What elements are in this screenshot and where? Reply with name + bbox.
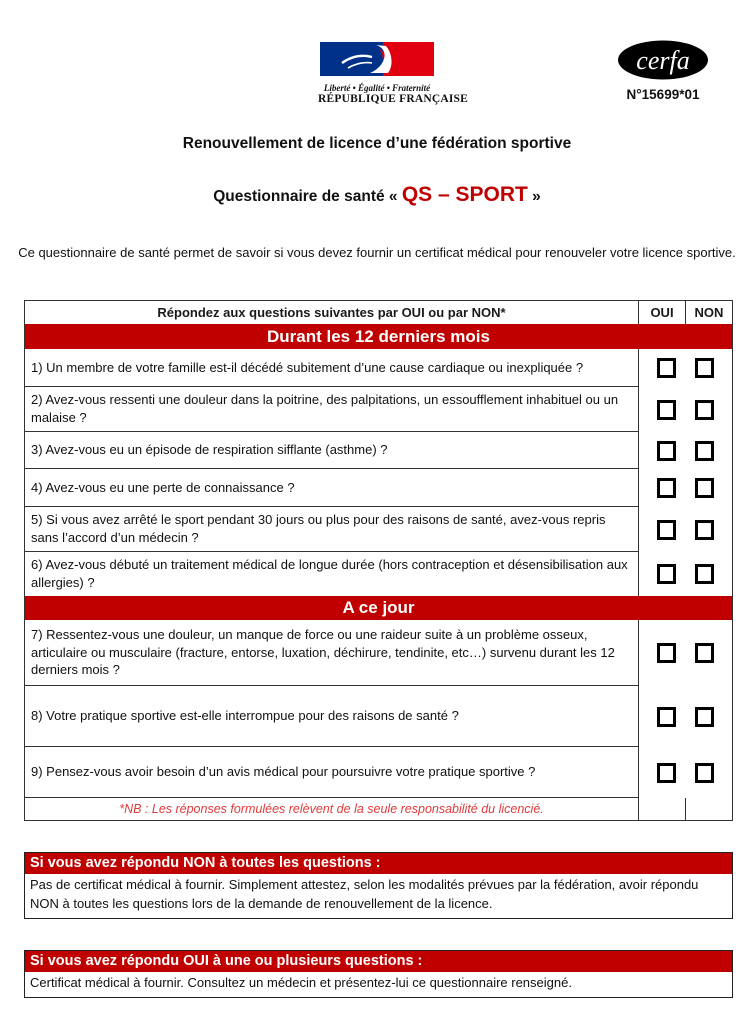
notice-answered-oui (24, 950, 733, 998)
checkbox-q1-oui[interactable] (657, 358, 676, 378)
qs-sport-highlight: QS – SPORT (401, 183, 528, 206)
footnote-empty-oui-cell (638, 798, 685, 820)
question-row-9 (25, 747, 732, 798)
footnote-row (25, 798, 732, 820)
question-row-8 (25, 686, 732, 747)
checkbox-q3-oui[interactable] (657, 441, 676, 461)
question-text-6: 6) Avez-vous débuté un traitement médical de longue durée (hors contraception et désensibilisation aux allergies) ? (31, 557, 628, 590)
answer-cell-2 (638, 387, 732, 432)
checkbox-q6-oui[interactable] (657, 564, 676, 584)
checkbox-q9-oui[interactable] (657, 763, 676, 783)
cerfa-number: N°15699*01 (626, 87, 700, 102)
checkbox-q3-non[interactable] (695, 441, 714, 461)
question-row-2 (25, 387, 732, 432)
checkbox-q6-non[interactable] (695, 564, 714, 584)
checkbox-q7-non[interactable] (695, 643, 714, 663)
question-row-5 (25, 507, 732, 552)
question-text-2: 2) Avez-vous ressenti une douleur dans la poitrine, des palpitations, un essoufflement inhabituel ou un malaise ? (25, 387, 638, 432)
section-banner-12-mois: Durant les 12 derniers mois (25, 324, 732, 349)
question-text-1: 1) Un membre de votre famille est-il décédé subitement d’une cause cardiaque ou inexpliquée ? (25, 349, 638, 387)
answer-cell-1 (638, 349, 732, 387)
cerfa-logo (615, 40, 711, 102)
cerfa-logo-text: cerfa (636, 46, 690, 75)
question-text-4: 4) Avez-vous eu une perte de connaissance ? (25, 469, 638, 507)
answer-cell-9 (638, 747, 732, 798)
notice-oui-body: Certificat médical à fournir. Consultez un médecin et présentez-lui ce questionnaire renseigné. (30, 975, 572, 990)
page-title: Renouvellement de licence d’une fédération sportive (182, 135, 572, 152)
checkbox-q1-non[interactable] (695, 358, 714, 378)
subtitle-prefix: Questionnaire de santé « (213, 188, 402, 205)
question-text-5: 5) Si vous avez arrêté le sport pendant 30 jours ou plus pour des raisons de santé, avez-vous repris sans l’accord d’un médecin ? (25, 507, 638, 552)
question-text-8: 8) Votre pratique sportive est-elle interrompue pour des raisons de santé ? (25, 686, 638, 747)
table-header-row (25, 301, 732, 324)
table-instruction: Répondez aux questions suivantes par OUI ou par NON* (157, 305, 506, 320)
footnote-text: *NB : Les réponses formulées relèvent de la seule responsabilité du licencié. (119, 802, 544, 816)
question-text-7: 7) Ressentez-vous une douleur, un manque de force ou une raideur suite à un problème osseux, articulaire ou musculaire (fracture, entorse, luxation, déchirure, tendinite, etc…) survenu durant les 12 derniers mois ? (25, 620, 638, 686)
column-header-oui: OUI (638, 301, 685, 324)
cerfa-ellipse-icon (617, 40, 709, 81)
question-row-4 (25, 469, 732, 507)
footnote-empty-non-cell (685, 798, 732, 820)
checkbox-q8-non[interactable] (695, 707, 714, 727)
motto-text: Liberté • Égalité • Fraternité (323, 83, 431, 93)
answer-cell-5 (638, 507, 732, 552)
notice-non-title: Si vous avez répondu NON à toutes les questions : (25, 853, 732, 874)
question-row-6 (25, 552, 732, 596)
checkbox-q5-non[interactable] (695, 520, 714, 540)
checkbox-q9-non[interactable] (695, 763, 714, 783)
question-text-3: 3) Avez-vous eu un épisode de respiration sifflante (asthme) ? (25, 432, 638, 469)
page-subtitle (0, 183, 754, 207)
column-header-non: NON (685, 301, 732, 324)
checkbox-q4-oui[interactable] (657, 478, 676, 498)
checkbox-q2-non[interactable] (695, 400, 714, 420)
answer-cell-7 (638, 620, 732, 686)
french-flag-marianne-icon (320, 42, 434, 76)
intro-text: Ce questionnaire de santé permet de savoir si vous devez fournir un certificat médical pour renouveler votre licence sportive. (18, 245, 736, 260)
checkbox-q4-non[interactable] (695, 478, 714, 498)
question-row-3 (25, 432, 732, 469)
subtitle-suffix: » (527, 188, 541, 205)
section-banner-a-ce-jour: A ce jour (25, 596, 732, 620)
question-row-7 (25, 620, 732, 686)
question-text-9: 9) Pensez-vous avoir besoin d’un avis médical pour poursuivre votre pratique sportive ? (25, 747, 638, 798)
questionnaire-table (24, 300, 733, 821)
checkbox-q7-oui[interactable] (657, 643, 676, 663)
notice-oui-title: Si vous avez répondu OUI à une ou plusieurs questions : (25, 951, 732, 972)
answer-cell-4 (638, 469, 732, 507)
notice-non-body: Pas de certificat médical à fournir. Simplement attestez, selon les modalités prévues par la fédération, avoir répondu NON à toutes les questions lors de la demande de renouvellement de la licence. (30, 877, 699, 911)
answer-cell-8 (638, 686, 732, 747)
checkbox-q5-oui[interactable] (657, 520, 676, 540)
checkbox-q8-oui[interactable] (657, 707, 676, 727)
answer-cell-3 (638, 432, 732, 469)
checkbox-q2-oui[interactable] (657, 400, 676, 420)
question-row-1 (25, 349, 732, 387)
republique-francaise-text: RÉPUBLIQUE FRANÇAISE (318, 93, 469, 105)
republique-francaise-logo (318, 42, 469, 105)
answer-cell-6 (638, 552, 732, 596)
notice-answered-non (24, 852, 733, 919)
